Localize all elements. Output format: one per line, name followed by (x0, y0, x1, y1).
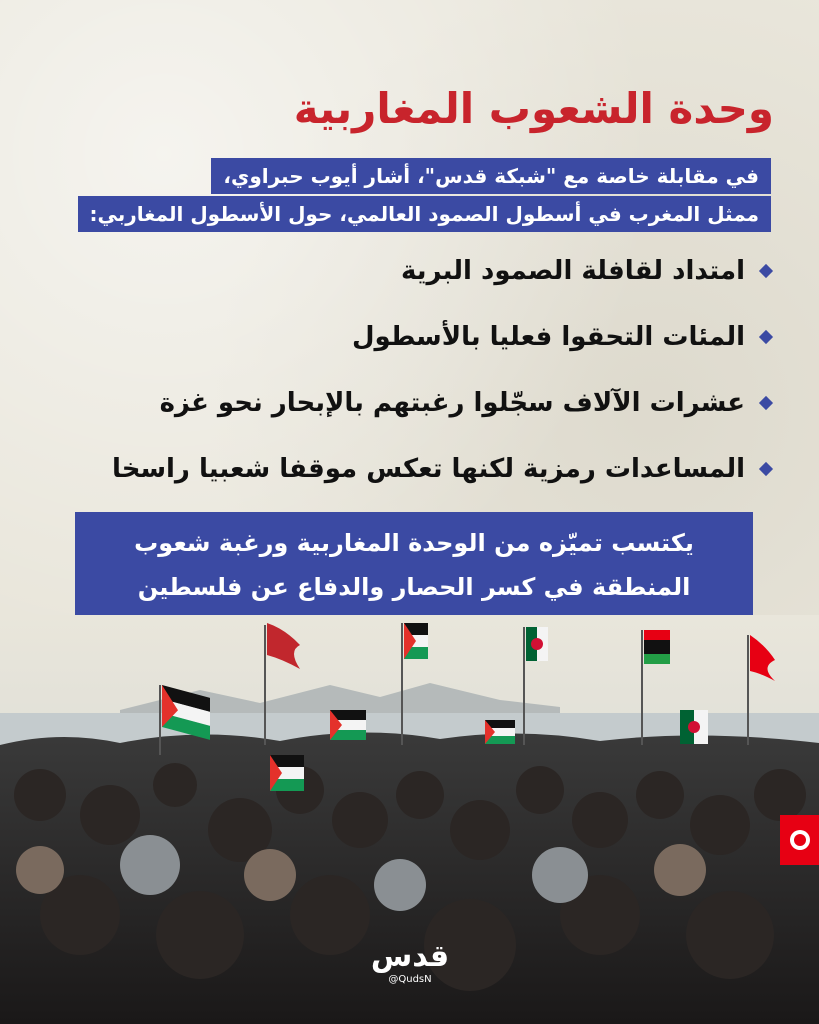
intro-line-1: في مقابلة خاصة مع "شبكة قدس"، أشار أيوب حبراوي، (211, 158, 771, 194)
key-point-text: المئات التحقوا فعليا بالأسطول (351, 322, 745, 352)
diamond-bullet-icon (759, 330, 773, 344)
brand-logo-word: قدس (370, 939, 450, 974)
summary-line-1: يكتسب تميّزه من الوحدة المغاربية ورغبة شعوب (134, 529, 694, 557)
key-point (51, 370, 771, 436)
key-point (51, 304, 771, 370)
key-point-text: امتداد لقافلة الصمود البرية (400, 256, 745, 286)
intro-line-2: ممثل المغرب في أسطول الصمود العالمي، حول الأسطول المغاربي: (78, 196, 771, 232)
diamond-bullet-icon (759, 264, 773, 278)
key-point (51, 436, 771, 502)
diamond-bullet-icon (759, 396, 773, 410)
key-point (51, 238, 771, 304)
summary-box (75, 512, 753, 618)
key-points-list (51, 238, 771, 502)
key-point-text: عشرات الآلاف سجّلوا رغبتهم بالإبحار نحو غزة (159, 388, 745, 418)
brand-handle: @QudsN (388, 974, 432, 985)
diamond-bullet-icon (759, 462, 773, 476)
summary-line-2: المنطقة في كسر الحصار والدفاع عن فلسطين (137, 573, 691, 601)
brand-logo (365, 940, 455, 986)
page-title: وحدة الشعوب المغاربية (293, 84, 774, 133)
key-point-text: المساعدات رمزية لكنها تعكس موقفا شعبيا راسخا (111, 454, 745, 484)
